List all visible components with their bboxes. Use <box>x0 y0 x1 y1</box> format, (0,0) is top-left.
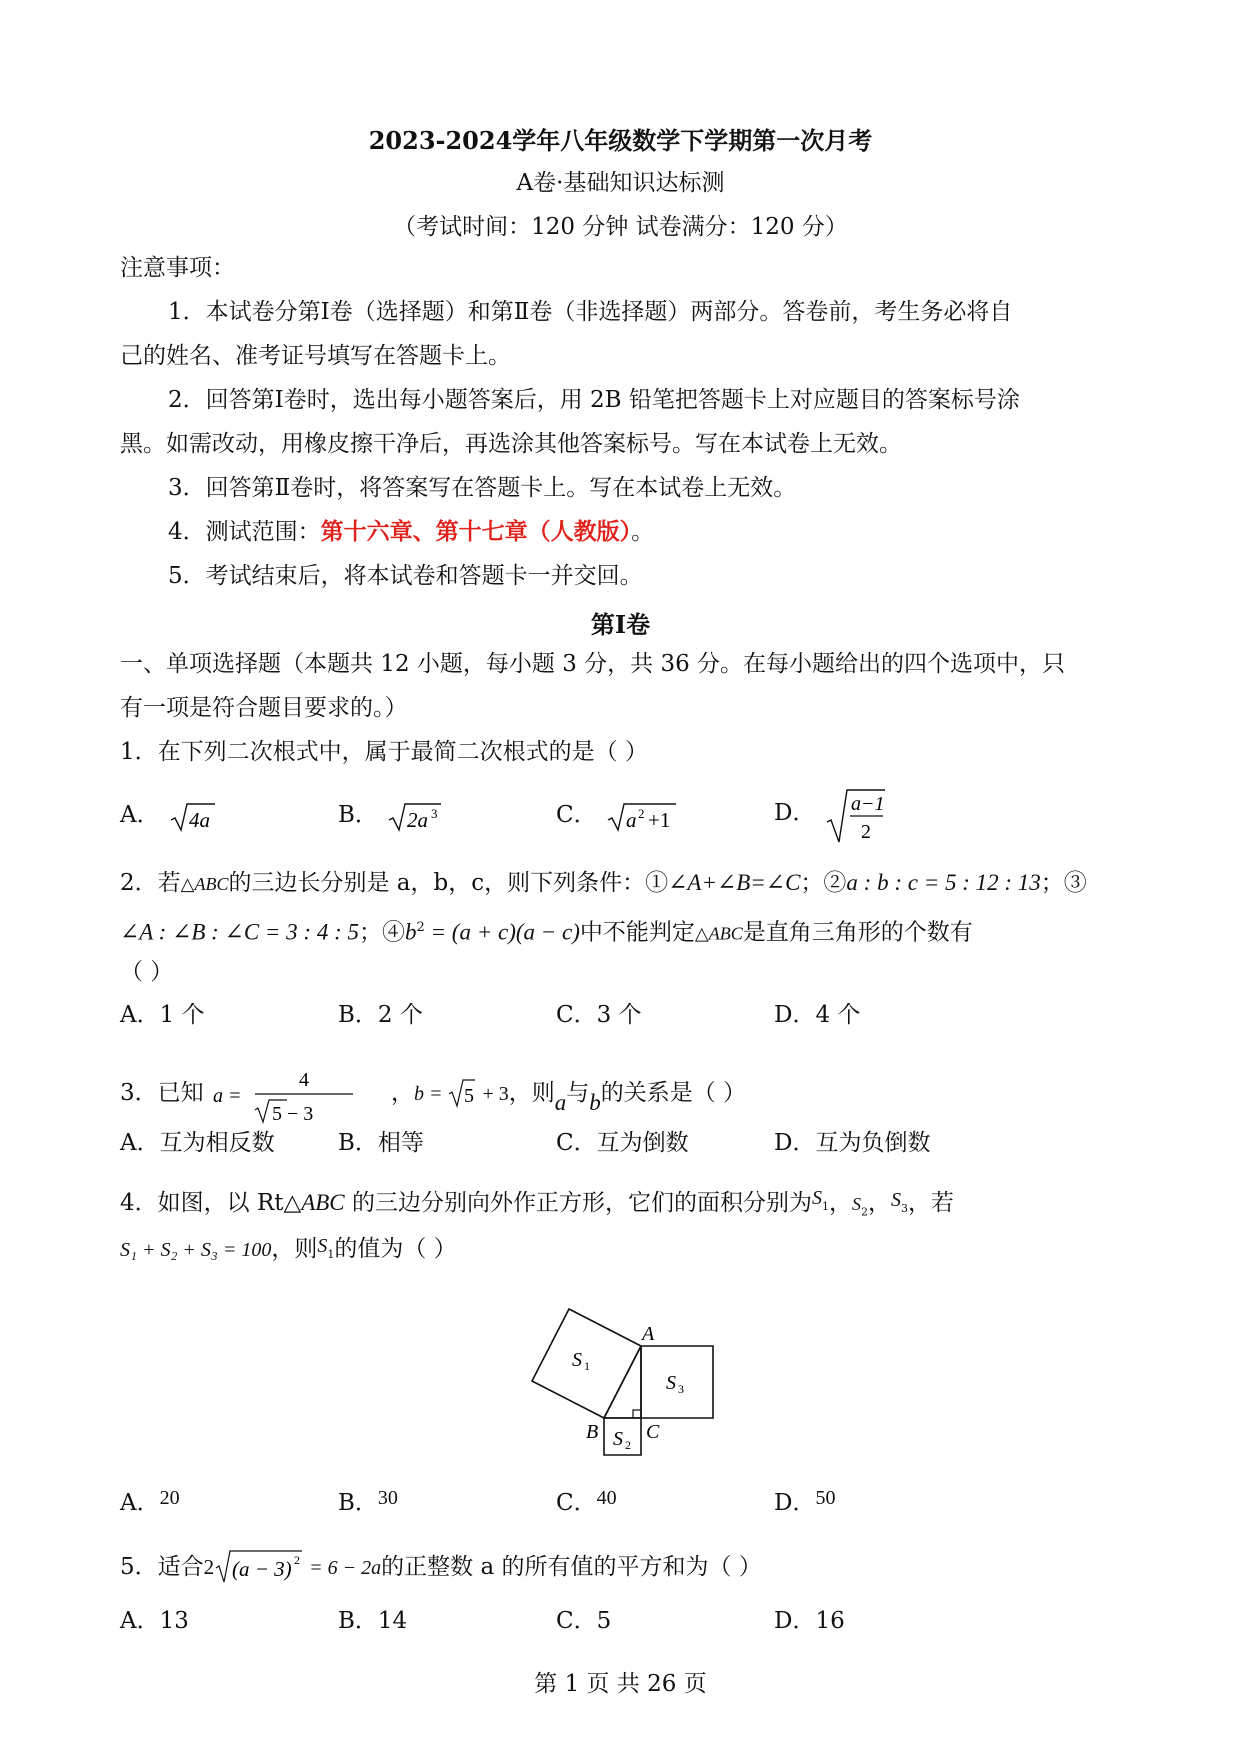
note-4-prefix: 4．测试范围： <box>168 519 321 545</box>
q4-s3: S <box>890 1189 901 1211</box>
page-footer: 第 1 页 共 26 页 <box>534 1671 707 1697</box>
q4-s1b-sub: 1 <box>327 1247 335 1261</box>
q2-triangle-2: △ABC <box>694 923 743 944</box>
q4-text: 的三边分别向外作正方形，它们的面积分别为 <box>344 1190 812 1216</box>
exam-subtitle: A卷·基础知识达标测 <box>516 170 725 196</box>
q5-rhs: = 6 − 2a <box>304 1557 382 1579</box>
q2-text: ；④ <box>359 919 405 946</box>
q4-text: 4．如图，以 Rt△ <box>120 1190 302 1216</box>
q4-option-d-value: 50 <box>815 1487 836 1509</box>
q2-cond-4a: b <box>405 919 417 945</box>
q5-coef: 2 <box>203 1555 215 1579</box>
q2-option-d: D．4 个 <box>774 1002 861 1028</box>
part1-heading-a: 一、单项选择题（本题共 12 小题，每小题 3 分，共 36 分。在每小题给出的四个选项中，只 <box>120 651 1066 677</box>
q3-text: 3．已知 <box>120 1080 204 1106</box>
q4-option-a-label: A． <box>120 1490 160 1516</box>
q4-abc: ABC <box>301 1190 345 1215</box>
q4-s1-sub: 1 <box>821 1199 829 1213</box>
q2-triangle: △ABC <box>180 874 229 894</box>
q2-text: ；③ <box>1040 870 1087 896</box>
note-2b: 黑。如需改动，用橡皮擦干净后，再选涂其他答案标号。写在本试卷上无效。 <box>120 431 902 457</box>
q4-stem-line1 <box>120 1188 1126 1228</box>
q2-cond-1: ∠A+∠B=∠C <box>668 870 801 895</box>
q5-option-b: B．14 <box>338 1608 408 1634</box>
q1-option-d-label: D． <box>774 800 816 826</box>
q2-stem-line1 <box>120 868 1126 899</box>
q5-stem <box>120 1548 1126 1588</box>
q2-cond-4-exp: 2 <box>416 920 425 935</box>
note-1a: 1．本试卷分第Ⅰ卷（选择题）和第Ⅱ卷（非选择题）两部分。答卷前，考生务必将自 <box>168 299 1013 325</box>
q2-cond-2: a : b : c = 5 : 12 : 13 <box>846 870 1041 895</box>
q3-var-b: b <box>589 1090 601 1115</box>
q2-text: 的三边长分别是 a，b，c，则下列条件：① <box>228 870 669 896</box>
q4-option-d-label: D． <box>774 1490 816 1516</box>
q1-option-a-expr: 4a <box>188 808 210 832</box>
q4-option-b-label: B． <box>338 1490 378 1516</box>
q3-b-lhs: b = <box>413 1083 448 1105</box>
q2-text: ；② <box>800 870 847 896</box>
q3-option-c: C．互为倒数 <box>556 1130 689 1156</box>
q3-b-radicand: 5 <box>464 1085 475 1107</box>
q3-b-tail: + 3 <box>477 1083 509 1105</box>
q4-label-s1: S <box>572 1349 582 1371</box>
q4-option-c-value: 40 <box>596 1487 617 1509</box>
q4-s1: S <box>811 1187 822 1209</box>
q4-text: ， <box>828 1190 852 1216</box>
q1-option-a-radical <box>167 800 217 834</box>
q2-option-b: B．2 个 <box>338 1002 423 1028</box>
note-4 <box>168 517 1126 547</box>
q1-option-a <box>120 800 217 834</box>
q5-inner-exp: 2 <box>294 1553 301 1567</box>
q1-option-b <box>338 800 445 834</box>
q5-inner: (a − 3) <box>232 1557 292 1581</box>
q3-option-b: B．相等 <box>338 1130 424 1156</box>
q4-s1b: S <box>317 1235 328 1257</box>
q4-option-b <box>338 1488 398 1519</box>
exam-info: （考试时间：120 分钟 试卷满分：120 分） <box>393 214 848 240</box>
note-1b: 己的姓名、准考证号填写在答题卡上。 <box>120 343 511 369</box>
q4-text: ，则 <box>271 1236 318 1262</box>
q2-cond-4b: = (a + c)(a − c) <box>424 919 580 945</box>
note-5: 5．考试结束后，将本试卷和答题卡一并交回。 <box>168 563 643 589</box>
q4-option-b-value: 30 <box>377 1487 398 1509</box>
q4-stem-line2 <box>120 1234 1126 1274</box>
q3-text: ，则 <box>508 1080 555 1106</box>
q2-paren: （ ） <box>120 959 174 985</box>
q4-option-c <box>556 1488 617 1519</box>
q1-option-c-radical <box>604 800 680 834</box>
q3-text: 与 <box>566 1080 590 1106</box>
q1-option-b-radical <box>385 800 445 834</box>
q1-option-b-label: B． <box>338 802 378 828</box>
notes-heading: 注意事项： <box>120 255 235 281</box>
q4-label-b: B <box>586 1421 599 1443</box>
q5-options <box>120 1606 1130 1646</box>
note-2a: 2．回答第Ⅰ卷时，选出每小题答案后，用 2B 铅笔把答题卡上对应题目的答案标号涂 <box>168 387 1020 413</box>
q2-option-c: C．3 个 <box>556 1002 642 1028</box>
q2-text: 2．若 <box>120 870 181 896</box>
q1-option-c <box>556 800 680 834</box>
q4-s2-sub: 2 <box>860 1205 868 1219</box>
note-3: 3．回答第Ⅱ卷时，将答案写在答题卡上。写在本试卷上无效。 <box>168 475 797 501</box>
q4-options <box>120 1488 1130 1528</box>
q4-figure <box>520 1290 730 1480</box>
q3-denominator: 5 − 3 <box>271 1103 314 1125</box>
q2-text: 中不能判定 <box>579 919 695 946</box>
q1-option-c-label: C． <box>556 802 597 828</box>
q4-option-a <box>120 1488 180 1519</box>
q4-label-s2-sub: 2 <box>625 1438 631 1452</box>
q2-stem-line2 <box>120 913 1126 949</box>
q3-text: 的关系是（ ） <box>600 1080 747 1106</box>
q1-option-d-num: a−1 <box>850 793 885 815</box>
q1-option-a-label: A． <box>120 802 160 828</box>
test-scope: 第十六章、第十七章（人教版） <box>320 518 632 545</box>
q1-option-d-den: 2 <box>860 821 871 843</box>
q4-square-s3 <box>641 1346 713 1418</box>
q4-right-angle-mark <box>633 1410 641 1418</box>
q1-option-c-expr: a <box>625 808 637 832</box>
q2-options <box>120 1000 1130 1040</box>
q4-label-c: C <box>646 1421 660 1443</box>
q5-option-c: C．5 <box>556 1608 612 1634</box>
note-4-suffix: 。 <box>631 519 655 545</box>
q4-label-s2: S <box>613 1428 623 1450</box>
exam-title: 2023-2024学年八年级数学下学期第一次月考 <box>368 126 873 155</box>
q3-stem <box>120 1066 1126 1126</box>
q4-label-a: A <box>642 1323 655 1345</box>
q3-options <box>120 1128 1130 1168</box>
q4-option-a-value: 20 <box>159 1487 180 1509</box>
q4-s3-sub: 3 <box>900 1201 908 1215</box>
q3-option-d: D．互为负倒数 <box>774 1130 931 1156</box>
q5-text: 的正整数 a 的所有值的平方和为（ ） <box>381 1554 762 1580</box>
q1-stem: 1．在下列二次根式中，属于最简二次根式的是（ ） <box>120 739 648 765</box>
q1-option-b-exp: 3 <box>431 806 438 821</box>
q4-text: 的值为（ ） <box>334 1236 457 1262</box>
q3-a-lhs: a = <box>212 1085 242 1107</box>
q4-s2: S <box>851 1194 861 1214</box>
q1-option-d-radical <box>823 786 887 844</box>
q3-numerator: 4 <box>298 1069 309 1091</box>
q1-options <box>120 793 1130 843</box>
q1-option-b-expr: 2a <box>407 808 429 832</box>
q4-option-c-label: C． <box>556 1490 597 1516</box>
q2-text: 是直角三角形的个数有 <box>742 919 973 946</box>
q4-option-d <box>774 1488 835 1519</box>
q3-a-formula <box>211 1066 391 1126</box>
q2-cond-3: ∠A : ∠B : ∠C = 3 : 4 : 5 <box>120 919 359 945</box>
q5-radical <box>214 1548 304 1584</box>
q4-text: ，若 <box>907 1190 954 1216</box>
q3-option-a: A．互为相反数 <box>120 1130 275 1156</box>
q5-option-a: A．13 <box>120 1608 189 1634</box>
q4-equation: S₁ + S₂ + S₃ = 100 <box>120 1239 272 1261</box>
q3-text: ， <box>390 1080 414 1106</box>
q1-option-d <box>774 786 887 844</box>
q2-option-a: A．1 个 <box>120 1002 205 1028</box>
part1-heading-b: 有一项是符合题目要求的。） <box>120 695 408 721</box>
q1-option-c-exp: 2 <box>637 806 645 821</box>
q5-text: 5．适合 <box>120 1554 204 1580</box>
q4-label-s1-sub: 1 <box>584 1359 590 1373</box>
q4-text: ， <box>867 1190 891 1216</box>
q3-b-radical <box>447 1076 477 1108</box>
q5-option-d: D．16 <box>774 1608 845 1634</box>
q3-var-a: a <box>554 1090 567 1115</box>
volume-heading: 第Ⅰ卷 <box>590 610 651 639</box>
q4-label-s3-sub: 3 <box>678 1382 684 1396</box>
q4-label-s3: S <box>666 1372 676 1394</box>
q1-option-c-tail: +1 <box>647 808 671 832</box>
